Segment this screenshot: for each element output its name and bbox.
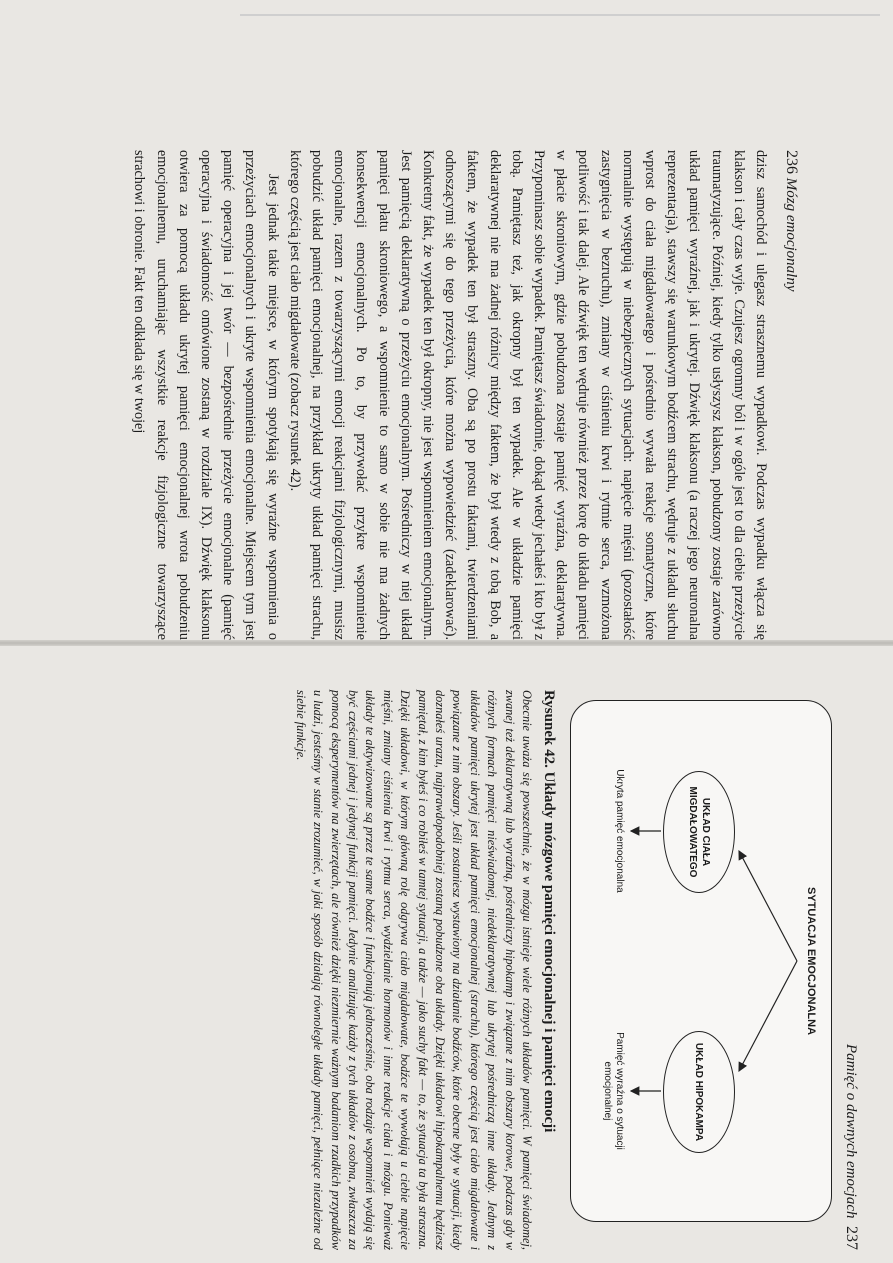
running-head-left bbox=[782, 150, 800, 640]
running-head-title-right: Pamięć o dawnych emocjach bbox=[843, 1043, 859, 1219]
figure-diagram bbox=[570, 700, 832, 1222]
amygdala-system-ellipse: UKŁAD CIAŁA MIGDAŁOWATEGO bbox=[663, 771, 735, 893]
book-spine-shadow bbox=[0, 640, 893, 646]
implicit-memory-label: Ukryta pamięć emocjonalna bbox=[614, 769, 625, 893]
body-paragraph: dzisz samochód i ulegasz strasznemu wypadkowi. Podczas wypadku włącza się klakson i cały czas wyje. Czujesz ogromny ból i w ogóle jest to dla ciebie przeżycie traumatyzujące. Później, kiedy tylko usłyszysz klakson, pobudzony zostaje zarówno układ pamięci wyraźnej, jak i ukrytej. Dźwięk klaksonu (a raczej jego neuronalna reprezentacja), stawszy się warunkowym bodźcem strachu, wędruje z układu słuchu wprost do ciała migdałowatego i pośrednio wywała reakcje somatyczne, które normalnie występują w niebezpiecznych sytuacjach: napięcie mięśni (pozostałość zastygnięcia w bezruchu), zmiany w ciśnieniu krwi i rytmie serca, wzmożona potliwość i tak dalej. Ale dźwięk ten wędruje również przez korę do układu pamięci w płacie skroniowym, gdzie pobudzona zostaje pamięć wyraźna, deklaratywna. Przypominasz sobie wypadek. Pamiętasz świadomie, dokąd wtedy jechałeś i kto był z tobą. Pamiętasz też, jak okropny był ten wypadek. Ale w układzie pamięci deklaratywnej nie ma żadnej różnicy między faktem, że był wtedy z tobą Bob, a faktem, że wypadek ten był straszny. Oba są po prostu faktami, twierdzeniami odnoszącymi się do tego przeżycia, które można wypowiedzieć (zadeklarować). Konkretny fakt, że wypadek ten był okropny, nie jest wspomnieniem emocjonalnym. Jest pamięcią deklaratywną o przeżyciu emocjonalnym. Pośredniczy w niej układ pamięci płatu skroniowego, a wspomnienie to samo w sobie nie ma żadnych konsekwencji emocjonalnych. Po to, by przywołać przykre wspomnienie emocjonalne, razem z towarzyszącymi emocji reakcjami fizjologicznymi, musisz pobudzić układ pamięci emocjonalnej, na przykład ukryty układ pamięci strachu, którego częścią jest ciało migdałowate (zobacz rysunek 42). bbox=[286, 150, 769, 640]
page-number-left: 236 bbox=[783, 150, 800, 174]
scan-artifact-line bbox=[240, 14, 880, 16]
figure-top-label: SYTUACJA EMOCJONALNA bbox=[805, 886, 817, 1036]
running-head-title-left: Mózg emocjonalny bbox=[783, 177, 799, 292]
body-paragraph: Jest jednak takie miejsce, w którym spotykają się wyraźne wspomnienia o przeżyciach emocjonalnych i ukryte wspomnienia emocjonalne. Miejscem tym jest pamięć operacyjna i jej twór — bezpośrednie przeżycie emocjonalne (pamięć operacyjna i świadomość omówione zostaną w rozdziale IX). Dźwięk klaksonu otwiera za pomocą układu ukrytej pamięci emocjonalnej wrota pobudzeniu emocjonalnemu, uruchamiając wszystkie reakcje fizjologiczne towarzyszące strachowi i obronie. Fakt ten odkłada się w twojej bbox=[131, 150, 281, 640]
figure-caption-text: Obecnie uważa się powszechnie, że w mózgu istnieje wiele różnych układów pamięci. W pamięci świadomej, zwanej też deklaratywną lub wyraźną, pośredniczy hipokamp i związane z nim obszary korowe, podczas gdy w różnych formach pamięci nieświadomej, niedeklaratywnej lub ukrytej pośredniczą inne układy. Jednym z układów pamięci ukrytej jest układ pamięci emocjonalnej (strachu), którego częścią jest ciało migdałowate i powiązane z nim obszary. Jeśli zostaniesz wystawiony na działanie bodźców, które obecne były w sytuacji, kiedy doznałeś urazu, najprawdopodobniej zostaną pobudzone oba układy. Dzięki układowi hipokampalnemu będziesz pamiętał, z kim byłeś i co robiłeś w tamtej sytuacji, a także — jako suchy fakt — to, że sytuacja ta była straszna. Dzięki układowi, w którym główną rolę odgrywa ciało migdałowate, bodźce te wywołają u ciebie napięcie mięśni, zmiany ciśnienia krwi i rytmu serca, wydzielanie hormonów i inne reakcje ciała i mózgu. Ponieważ układy te aktywizowane są przez te same bodźce i funkcjonują jednocześnie, oba rodzaje wspomnień wydają się być częściami jednej i jedynej funkcji pamięci. Jedynie analizując każdy z tych układów z osobna, zwłaszcza za pomocą eksperymentów na zwierzętach, ale również dzięki niezmiernie ważnym badaniom rzadkich przypadków u ludzi, jesteśmy w stanie zrozumieć, w jaki sposób działają równoległe układy pamięci, pełniące niezależne od siebie funkcje. bbox=[293, 690, 534, 1250]
explicit-memory-label: Pamięć wyraźna o sytuacji emocjonalnej bbox=[602, 1032, 625, 1150]
running-head-right bbox=[842, 690, 860, 1250]
figure-caption-title: Rysunek 42. Układy mózgowe pamięci emocjonalnej i pamięci emocji bbox=[541, 690, 557, 1133]
right-page bbox=[30, 690, 860, 1250]
page-number-right: 237 bbox=[843, 1226, 860, 1250]
hippocampus-system-ellipse: UKŁAD HIPOKAMPA bbox=[663, 1031, 735, 1153]
left-page bbox=[110, 150, 800, 640]
